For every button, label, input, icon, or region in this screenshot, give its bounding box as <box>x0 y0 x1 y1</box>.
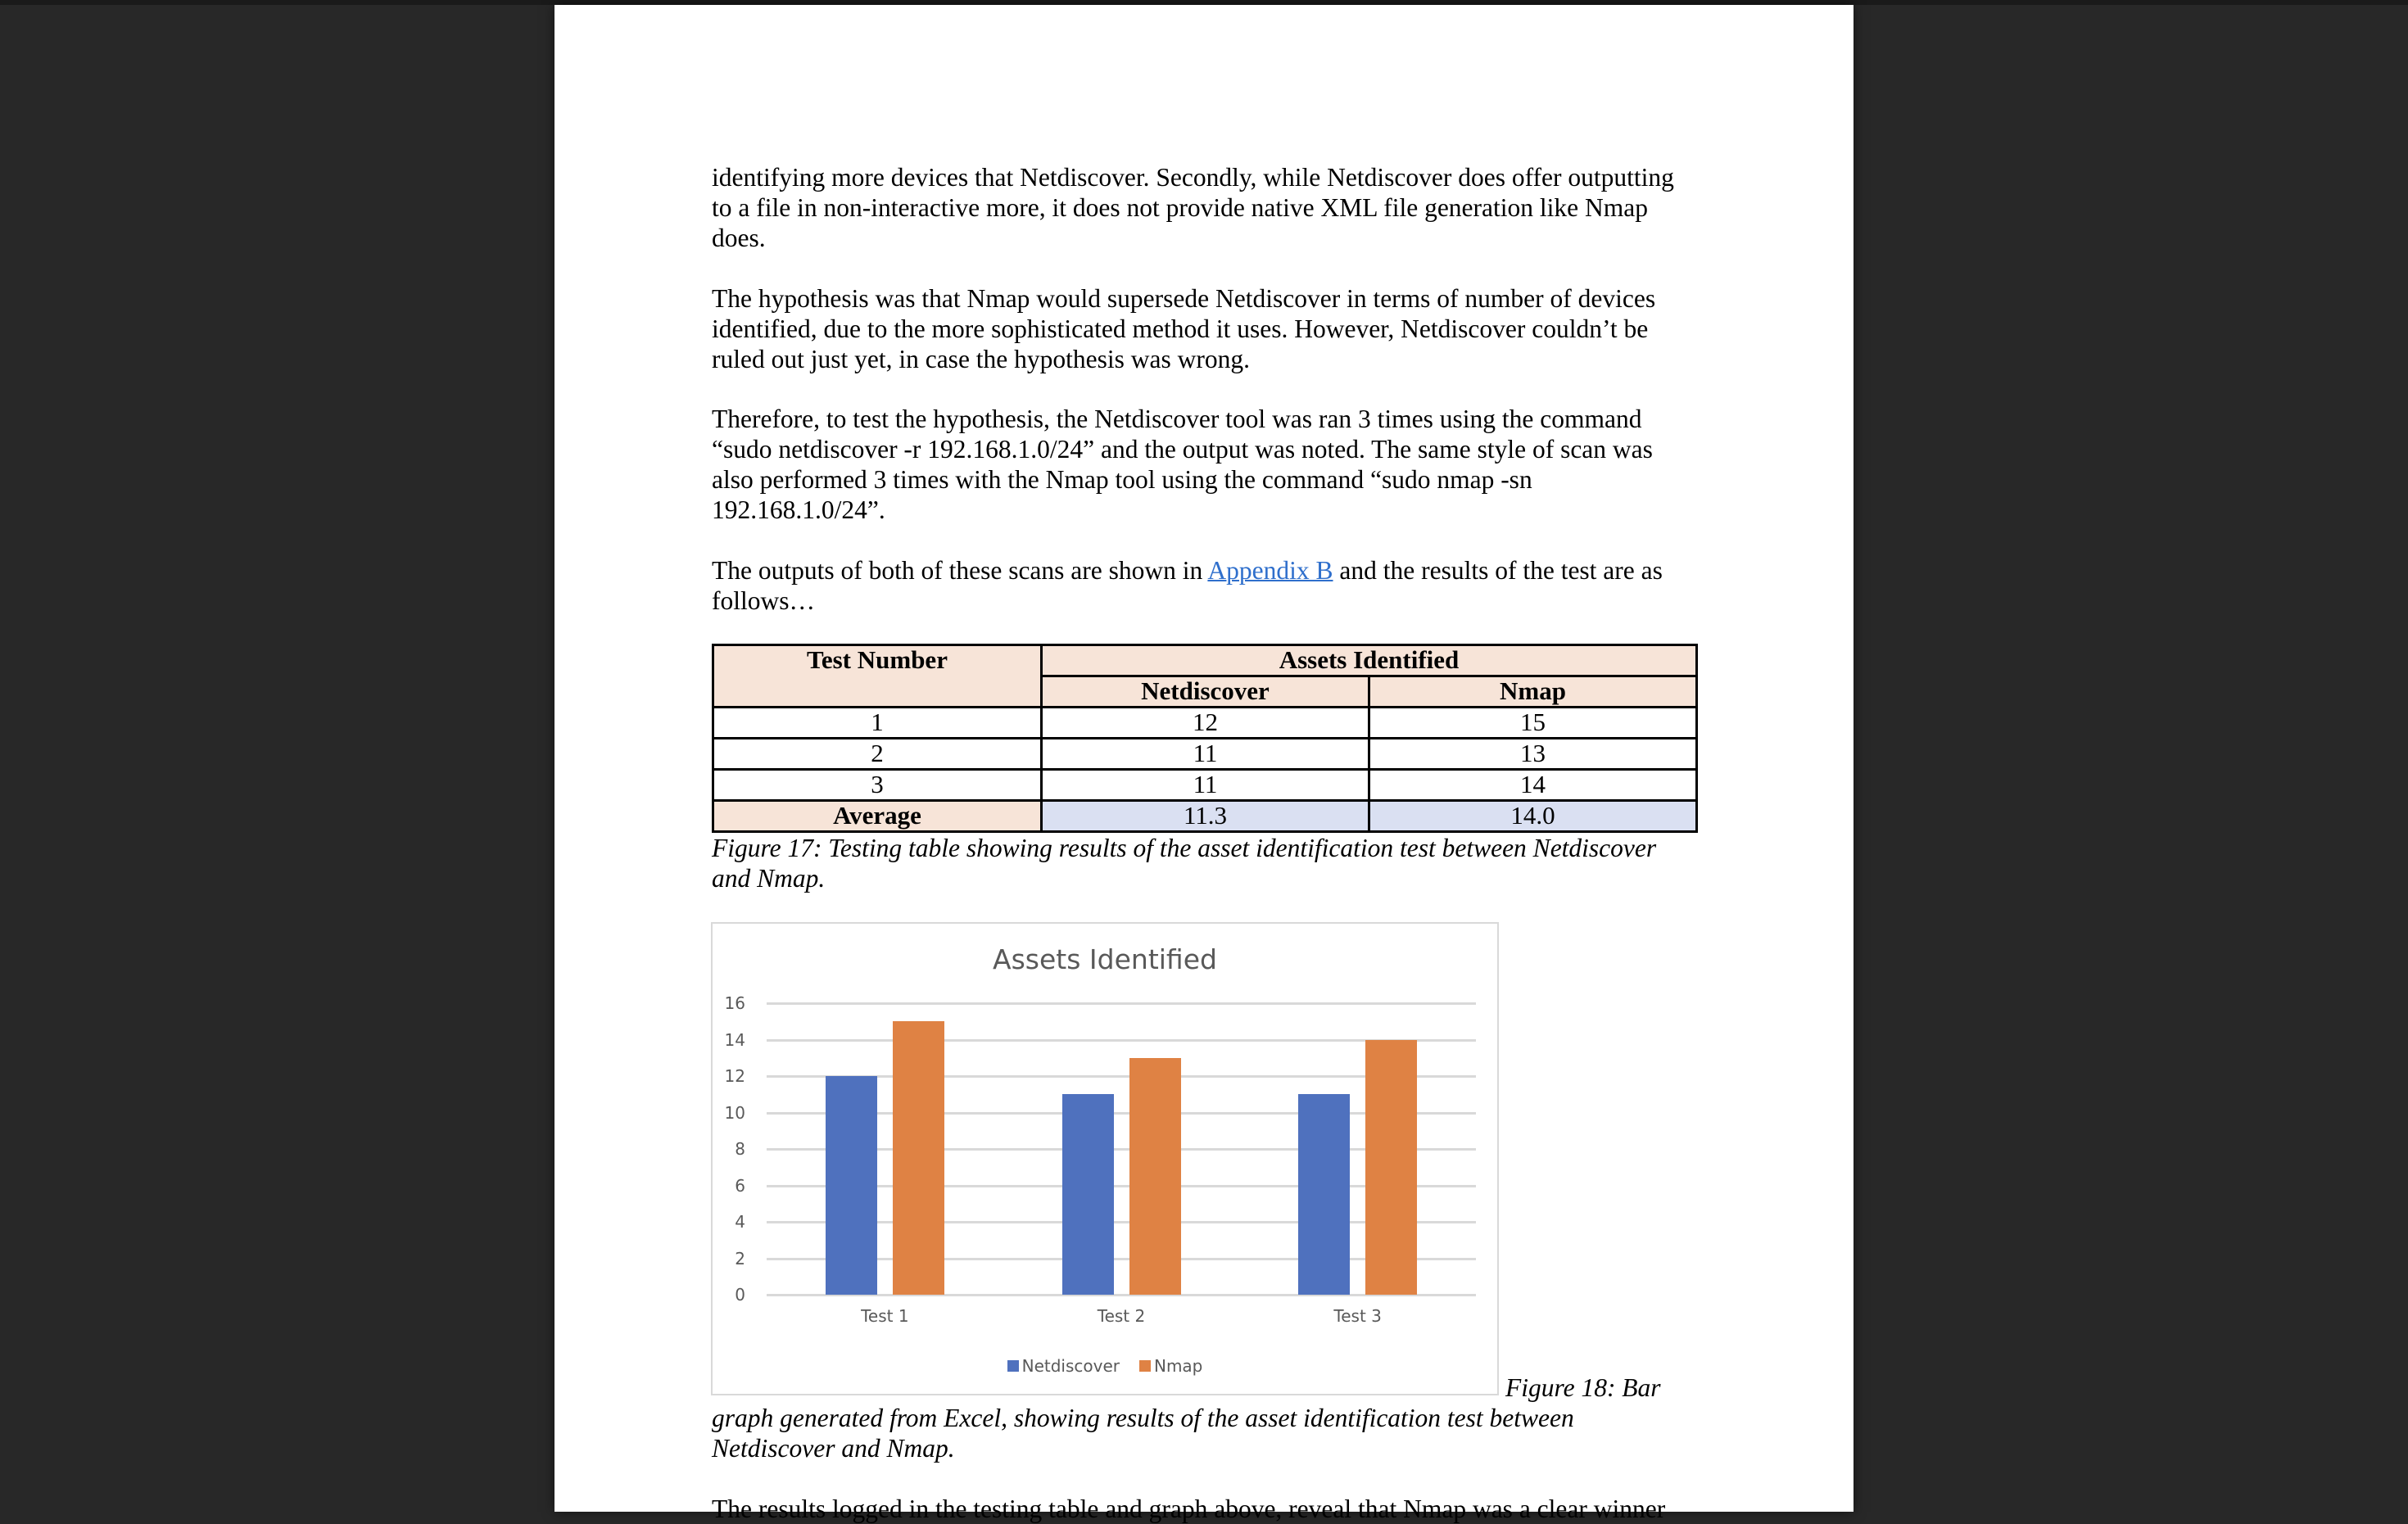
y-tick-label: 12 <box>724 1066 745 1086</box>
paragraph-test-method <box>712 404 1719 525</box>
header-test-number: Test Number <box>713 645 1042 708</box>
chart-legend <box>713 1356 1497 1376</box>
header-nmap: Nmap <box>1369 676 1697 708</box>
text-line: The hypothesis was that Nmap would supersede Netdiscover in terms of number of devices <box>712 284 1656 313</box>
bar-nmap-test-3 <box>1365 1040 1417 1296</box>
text-fragment: and the results of the test are as <box>1333 556 1663 585</box>
y-tick-label: 14 <box>724 1029 745 1050</box>
appendix-b-link[interactable]: Appendix B <box>1207 556 1333 585</box>
y-tick-label: 16 <box>724 993 745 1013</box>
x-axis-label: Test 2 <box>1097 1306 1146 1326</box>
paragraph-hypothesis <box>712 283 1719 374</box>
cell-average-nmap: 14.0 <box>1369 801 1697 832</box>
legend-item-nmap <box>1139 1356 1202 1376</box>
y-tick-label: 2 <box>735 1248 745 1268</box>
cell-test: 1 <box>713 708 1042 739</box>
paragraph-output-comparison <box>712 162 1719 253</box>
y-tick-label: 8 <box>735 1139 745 1159</box>
table-row <box>713 739 1697 770</box>
document-page <box>554 5 1854 1523</box>
text-line: The results logged in the testing table and graph above, reveal that Nmap was a clear winner <box>712 1495 1666 1523</box>
figure-18-caption <box>712 1403 1727 1463</box>
results-table <box>712 644 1698 833</box>
legend-swatch-icon <box>1139 1360 1151 1372</box>
legend-item-netdiscover <box>1007 1356 1120 1376</box>
chart-title: Assets Identified <box>993 943 1217 975</box>
text-line: “sudo netdiscover -r 192.168.1.0/24” and the output was noted. The same style of scan was <box>712 435 1653 464</box>
table-row <box>713 708 1697 739</box>
figure-17-caption <box>712 833 1727 893</box>
legend-label: Netdiscover <box>1021 1356 1120 1376</box>
y-tick-label: 6 <box>735 1175 745 1196</box>
cell-netdiscover: 12 <box>1042 708 1369 739</box>
caption-line: Figure 17: Testing table showing results of the asset identification test between Netdiscover <box>712 834 1657 862</box>
text-fragment: The outputs of both of these scans are shown in <box>712 556 1208 585</box>
bar-netdiscover-test-1 <box>826 1076 877 1295</box>
bar-nmap-test-1 <box>893 1021 944 1295</box>
bar-netdiscover-test-3 <box>1298 1094 1350 1295</box>
text-line: 192.168.1.0/24”. <box>712 495 885 524</box>
text-line: follows… <box>712 586 815 615</box>
text-line: Therefore, to test the hypothesis, the Netdiscover tool was ran 3 times using the command <box>712 405 1642 433</box>
cell-nmap: 14 <box>1369 770 1697 801</box>
paragraph-results-intro <box>712 555 1719 616</box>
gridline <box>767 1002 1476 1005</box>
table-row-average <box>713 801 1697 832</box>
y-tick-label: 4 <box>735 1212 745 1232</box>
cell-netdiscover: 11 <box>1042 739 1369 770</box>
text-line: ruled out just yet, in case the hypothesis was wrong. <box>712 345 1251 373</box>
text-line <box>712 555 1719 586</box>
x-axis-label: Test 1 <box>861 1306 909 1326</box>
caption-line: and Nmap. <box>712 864 826 893</box>
header-netdiscover: Netdiscover <box>1042 676 1369 708</box>
y-tick-label: 0 <box>735 1285 745 1305</box>
bar-nmap-test-2 <box>1129 1058 1181 1295</box>
text-line: does. <box>712 224 766 252</box>
cell-netdiscover: 11 <box>1042 770 1369 801</box>
legend-label: Nmap <box>1153 1356 1203 1376</box>
cell-average-netdiscover: 11.3 <box>1042 801 1369 832</box>
cell-test: 3 <box>713 770 1042 801</box>
table-row <box>713 770 1697 801</box>
legend-swatch-icon <box>1007 1360 1019 1372</box>
header-assets-identified: Assets Identified <box>1042 645 1697 676</box>
caption-line: Netdiscover and Nmap. <box>712 1434 955 1463</box>
y-tick-label: 10 <box>724 1102 745 1123</box>
bar-netdiscover-test-2 <box>1062 1094 1114 1295</box>
cell-average-label: Average <box>713 801 1042 832</box>
x-axis-label: Test 3 <box>1333 1306 1382 1326</box>
plot-area <box>724 993 1476 1326</box>
cell-nmap: 13 <box>1369 739 1697 770</box>
cell-test: 2 <box>713 739 1042 770</box>
text-line: identifying more devices that Netdiscover. Secondly, while Netdiscover does offer outputting <box>712 163 1674 192</box>
text-line: to a file in non-interactive more, it does not provide native XML file generation like Nmap <box>712 193 1648 222</box>
figure-18-caption-start: Figure 18: Bar <box>1505 1373 1661 1402</box>
caption-line: graph generated from Excel, showing results of the asset identification test between <box>712 1404 1574 1432</box>
bar-chart <box>711 922 1499 1395</box>
paragraph-results-conclusion <box>712 1494 1719 1524</box>
text-line: identified, due to the more sophisticated method it uses. However, Netdiscover couldn’t be <box>712 314 1649 343</box>
cell-nmap: 15 <box>1369 708 1697 739</box>
text-line: also performed 3 times with the Nmap tool using the command “sudo nmap -sn <box>712 465 1532 494</box>
